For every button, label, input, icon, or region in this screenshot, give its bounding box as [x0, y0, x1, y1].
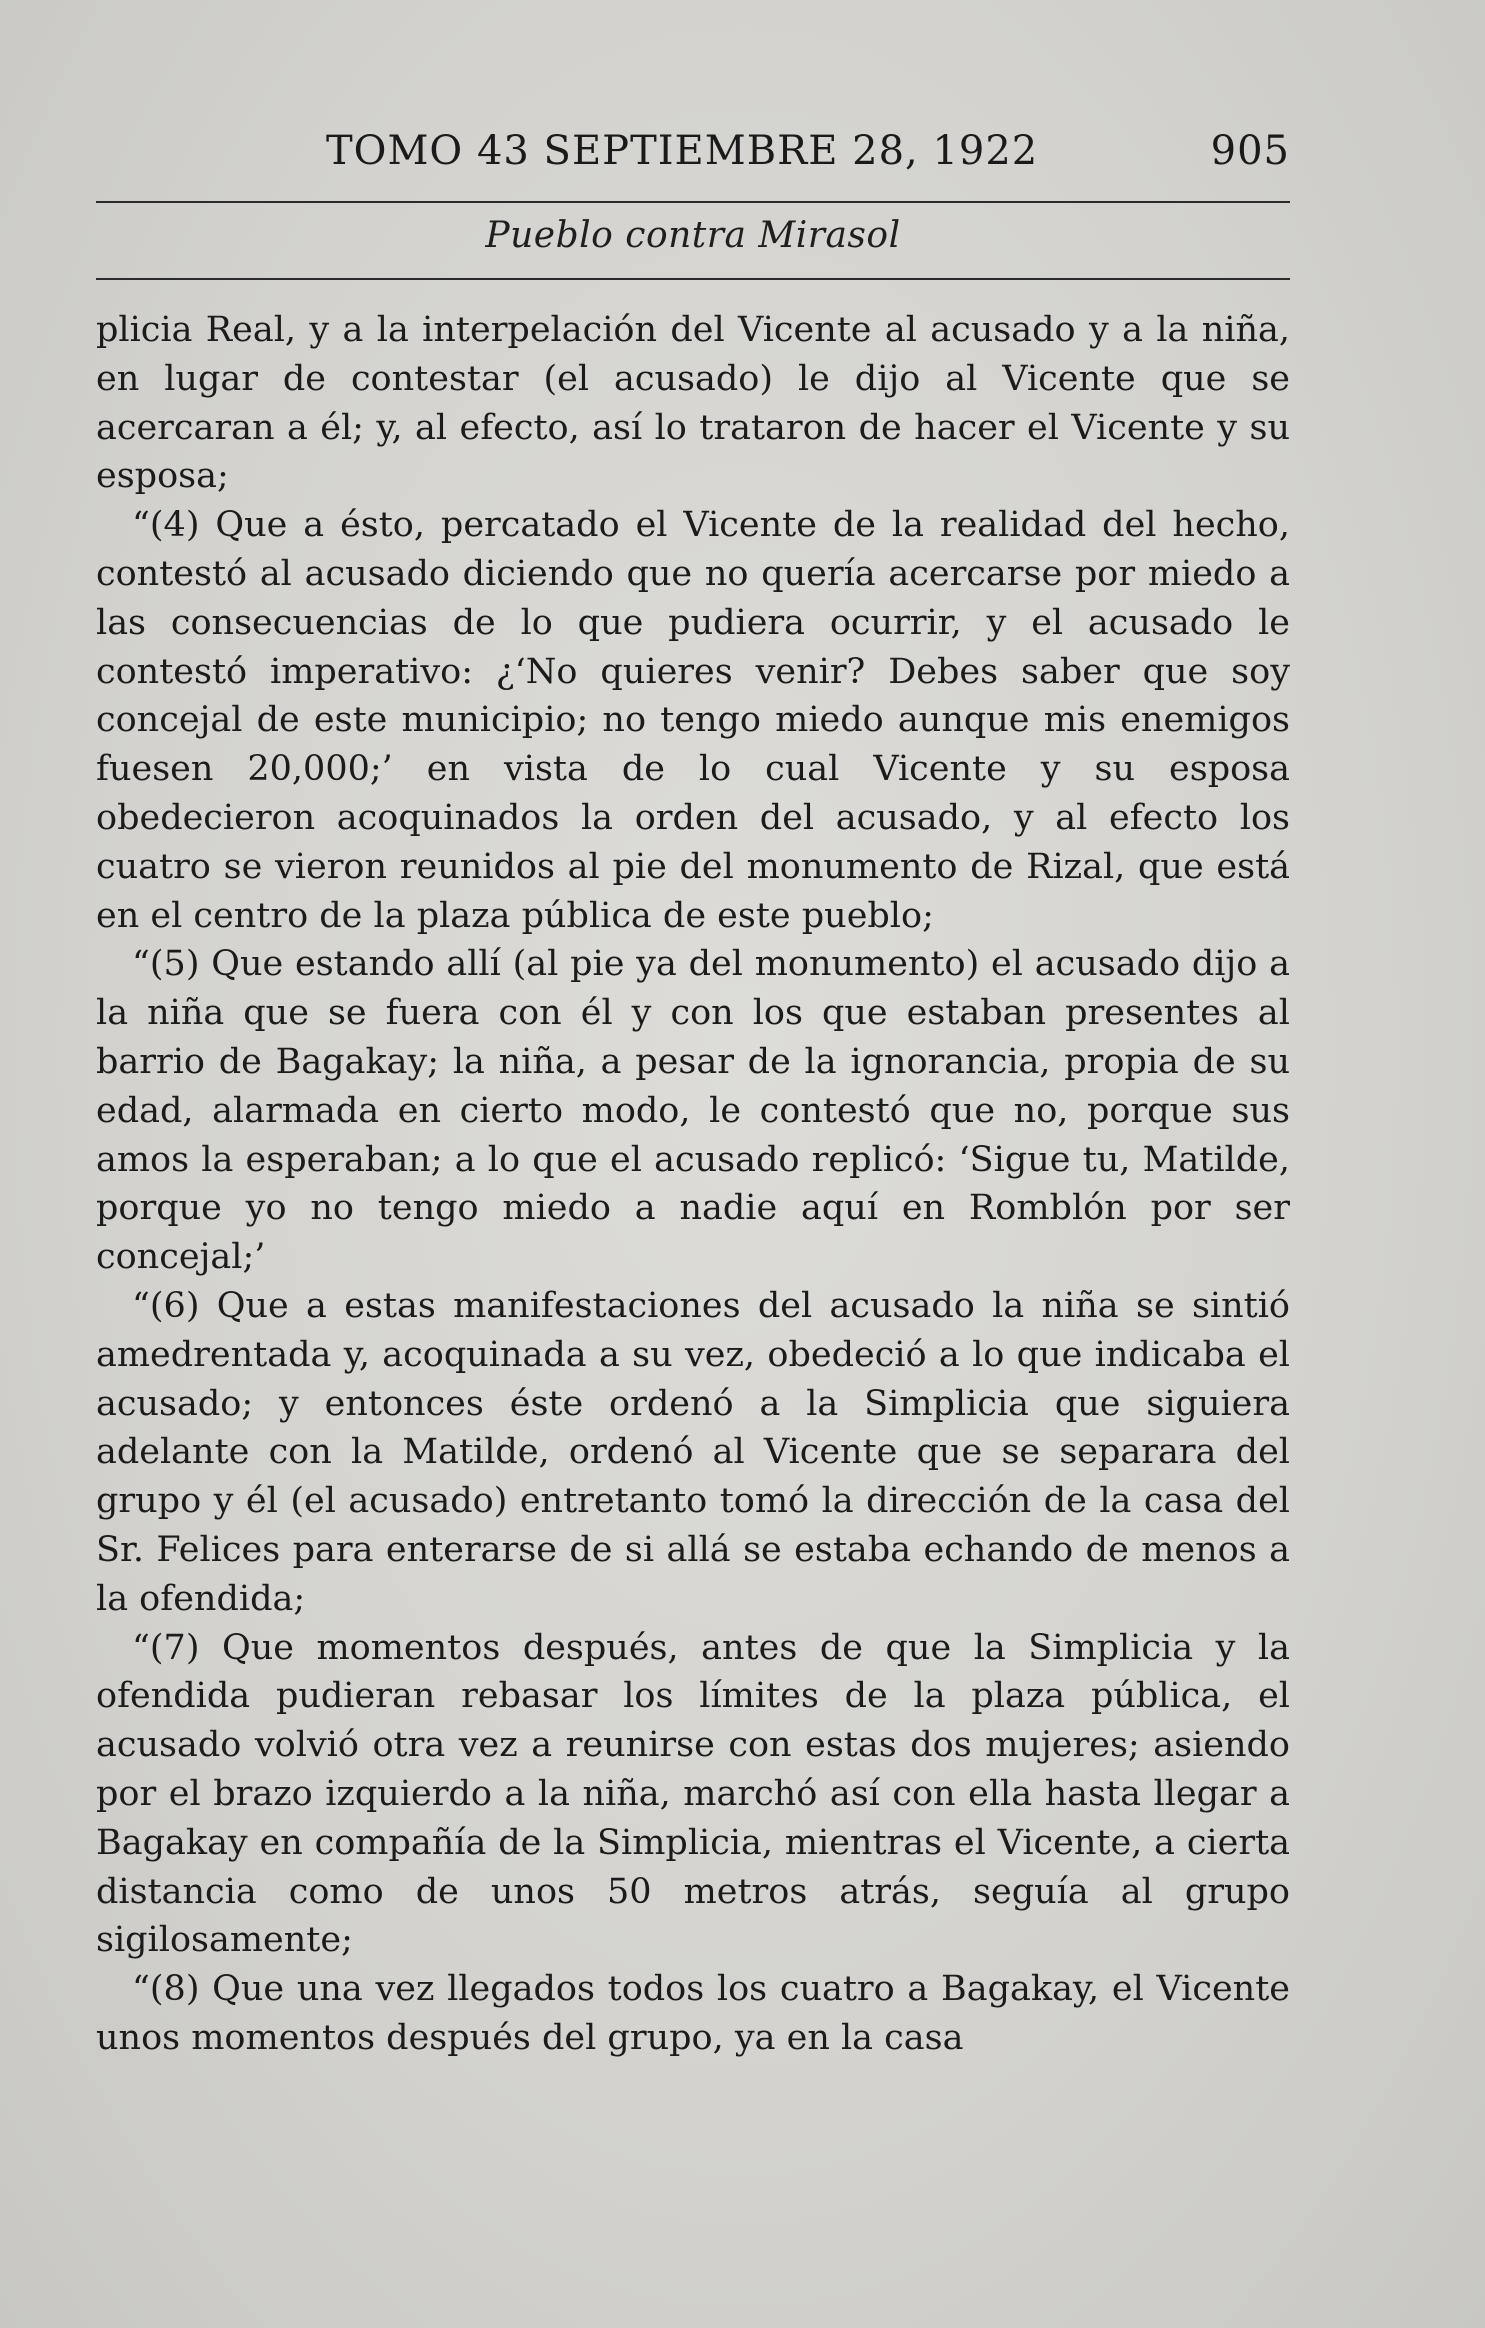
running-header — [96, 128, 1290, 188]
header-rule-top — [96, 201, 1290, 203]
header-rule-bottom — [96, 278, 1290, 280]
case-title: Pueblo contra Mirasol — [485, 215, 901, 256]
paragraph-5: “(5) Que estando allí (al pie ya del monumento) el acusado dijo a la niña que se fuera con él y con los que estaban presentes al barrio de Bagakay; la niña, a pesar de la ignorancia, propia de su edad, alarmada en cierto modo, le contestó que no, porque sus amos la esperaban; a lo que el acusado replicó: ‘Sigue tu, Matilde, porque yo no tengo miedo a nadie aquí en Romblón por ser concejal;’ — [96, 944, 1290, 1278]
running-title: TOMO 43 SEPTIEMBRE 28, 1922 — [326, 128, 1039, 174]
paragraph-4: “(4) Que a ésto, percatado el Vicente de la realidad del hecho, contestó al acusado diciendo que no quería acercarse por miedo a las consecuencias de lo que pudiera ocurrir, y el acusado le contestó imperativo: ¿‘No quieres venir? Debes saber que soy concejal de este municipio; no tengo miedo aunque mis enemigos fuesen 20,000;’ en vista de lo cual Vicente y su esposa obedecieron acoquinados la orden del acusado, y al efecto los cuatro se vieron reunidos al pie del monumento de Rizal, que está en el centro de la plaza pública de este pueblo; — [96, 505, 1290, 936]
paragraph-continuation: plicia Real, y a la interpelación del Vicente al acusado y a la niña, en lugar de contestar (el acusado) le dijo al Vicente que se acercaran a él; y, al efecto, así lo trataron de hacer el Vicente y su esposa; — [96, 310, 1290, 497]
paragraph-6: “(6) Que a estas manifestaciones del acusado la niña se sintió amedrentada y, acoquinada a su vez, obedeció a lo que indicaba el acusado; y entonces éste ordenó a la Simplicia que siguiera adelante con la Matilde, ordenó al Vicente que se separara del grupo y él (el acusado) entretanto tomó la dirección de la casa del Sr. Felices para enterarse de si allá se estaba echando de menos a la ofendida; — [96, 1285, 1290, 1619]
paragraph-8: “(8) Que una vez llegados todos los cuatro a Bagakay, el Vicente unos momentos después del grupo, ya en la casa — [96, 1969, 1290, 2058]
page-number: 905 — [1210, 128, 1290, 174]
paragraph-7: “(7) Que momentos después, antes de que la Simplicia y la ofendida pudieran rebasar los límites de la plaza pública, el acusado volvió otra vez a reunirse con estas dos mujeres; asiendo por el brazo izquierdo a la niña, marchó así con ella hasta llegar a Bagakay en compañía de la Simplicia, mientras el Vicente, a cierta distancia como de unos 50 metros atrás, seguía al grupo sigilosamente; — [96, 1627, 1290, 1961]
body-text — [96, 306, 1290, 2063]
